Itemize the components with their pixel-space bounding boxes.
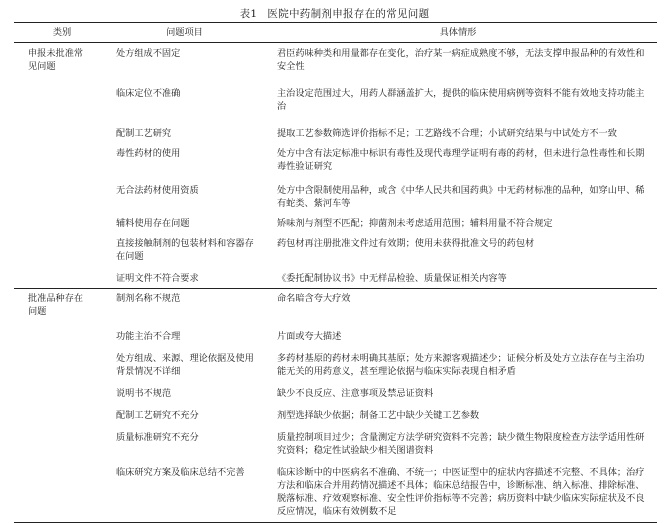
problem-item: 说明书不规范 [116, 388, 172, 399]
problem-detail-cell [259, 143, 657, 177]
table-row [14, 321, 657, 346]
problems-table [14, 22, 657, 523]
category-cell [14, 233, 110, 266]
header-detail: 具体情形 [259, 23, 657, 43]
category-cell [14, 43, 110, 78]
problem-detail-cell [259, 117, 657, 143]
problem-detail: 《委托配制协议书》中无样品检验、质量保证相关内容等 [277, 273, 507, 284]
table-row [14, 460, 657, 523]
problem-item-cell [110, 346, 259, 381]
header-category: 类别 [14, 23, 110, 43]
problem-item: 临床定位不准确 [116, 88, 181, 99]
problem-detail-cell [259, 43, 657, 78]
table-row [14, 143, 657, 177]
problem-detail-cell [259, 425, 657, 460]
category-cell [14, 425, 110, 460]
problem-detail: 提取工艺参数筛选评价指标不足；工艺路线不合理；小试研究结果与中试处方不一致 [277, 128, 617, 139]
table-row [14, 266, 657, 289]
table-row [14, 289, 657, 322]
header-row [14, 23, 657, 43]
category-label: 批准品种存在问题 [28, 293, 84, 317]
problem-detail: 君臣药味种类和用量都存在变化，治疗某一病症成熟度不够，无法支撑申报品种的有效性和安全性 [277, 48, 645, 72]
problem-item: 临床研究方案及临床总结不完善 [116, 467, 245, 478]
problem-item-cell [110, 143, 259, 177]
problem-item-cell [110, 213, 259, 233]
problem-item: 处方组成不固定 [116, 48, 181, 59]
problem-detail: 药包材再注册批准文件过有效期；使用未获得批准文号的药包材 [277, 238, 535, 249]
problem-detail-cell [259, 77, 657, 117]
problem-detail-cell [259, 266, 657, 289]
problem-detail-cell [259, 177, 657, 213]
problem-detail-cell [259, 213, 657, 233]
table-row [14, 43, 657, 78]
category-cell [14, 460, 110, 523]
table-header [14, 23, 657, 43]
category-cell [14, 117, 110, 143]
problem-item-cell [110, 177, 259, 213]
problem-item: 制剂名称不规范 [116, 293, 181, 304]
problem-item-cell [110, 289, 259, 322]
table-row [14, 346, 657, 381]
problem-detail: 主治设定范围过大，用药人群涵盖扩大，提供的临床使用病例等资料不能有效地支持功能主治 [277, 88, 645, 112]
header-item: 问题项目 [110, 23, 259, 43]
problem-item-cell [110, 460, 259, 523]
problem-detail: 命名暗含夸大疗效 [277, 293, 351, 304]
table-row [14, 381, 657, 403]
problem-detail-cell [259, 381, 657, 403]
problem-detail-cell [259, 403, 657, 425]
category-cell [14, 77, 110, 117]
table-row [14, 425, 657, 460]
problem-detail: 剂型选择缺少依据；制备工艺中缺少关键工艺参数 [277, 410, 480, 421]
table-body [14, 43, 657, 523]
problem-item: 功能主治不合理 [116, 331, 181, 342]
table-row [14, 117, 657, 143]
problem-detail: 质量控制项目过少；含量测定方法学研究资料不完善；缺少微生物限度检查方法学适用性研究资料；稳定性试验缺少相关图谱资料 [277, 432, 645, 456]
table-caption [0, 6, 669, 21]
category-label: 申报未批准常见问题 [28, 48, 84, 72]
problem-item: 毒性药材的使用 [116, 148, 181, 159]
table-number: 表1 [239, 8, 258, 20]
category-cell [14, 403, 110, 425]
table-row [14, 77, 657, 117]
problem-detail: 临床诊断中的中医病名不准确、不统一；中医证型中的症状内容描述不完整、不具体；治疗方法和临床合并用药情况描述不具体；临床总结报告中，诊断标准、纳入标准、排除标准、脱落标准、疗效观察标准、安全性评价指标等不完善；病历资料中缺少临床实际症状及不良反应情况，临床有效例数不足 [277, 467, 645, 517]
problem-detail: 缺少不良反应、注意事项及禁忌证资料 [277, 388, 434, 399]
category-cell [14, 381, 110, 403]
problem-item-cell [110, 77, 259, 117]
problem-item-cell [110, 233, 259, 266]
problem-item: 配制工艺研究不充分 [116, 410, 199, 421]
problem-detail-cell [259, 460, 657, 523]
problem-item-cell [110, 381, 259, 403]
problem-detail-cell [259, 321, 657, 346]
problem-detail: 矫味剂与剂型不匹配；抑菌剂未考虑适用范围；辅料用量不符合规定 [277, 218, 553, 229]
problem-item: 配制工艺研究 [116, 128, 172, 139]
problem-detail: 片面或夸大描述 [277, 331, 342, 342]
category-cell [14, 213, 110, 233]
table-title: 医院中药制剂申报存在的常见问题 [267, 8, 430, 20]
problem-item: 质量标准研究不充分 [116, 432, 199, 443]
category-cell [14, 143, 110, 177]
problem-detail: 处方中含限制使用品种，或含《中华人民共和国药典》中无药材标准的品种，如穿山甲、稀有蛇类、紫河车等 [277, 185, 645, 209]
problem-item-cell [110, 117, 259, 143]
problem-item: 处方组成、来源、理论依据及使用背景情况不详细 [116, 353, 254, 377]
category-cell [14, 177, 110, 213]
problem-item-cell [110, 43, 259, 78]
category-cell [14, 346, 110, 381]
category-cell [14, 266, 110, 289]
table-row [14, 233, 657, 266]
problem-item: 无合法药材使用资质 [116, 185, 199, 196]
problem-detail: 处方中含有法定标准中标识有毒性及现代毒理学证明有毒的药材，但未进行急性毒性和长期毒性验证研究 [277, 148, 645, 172]
problem-item-cell [110, 266, 259, 289]
problem-detail-cell [259, 346, 657, 381]
table-row [14, 177, 657, 213]
table-row [14, 213, 657, 233]
category-cell [14, 289, 110, 322]
problem-detail-cell [259, 289, 657, 322]
problem-item-cell [110, 425, 259, 460]
category-cell [14, 321, 110, 346]
table-row [14, 403, 657, 425]
problem-item-cell [110, 321, 259, 346]
problem-item: 证明文件不符合要求 [116, 273, 199, 284]
problem-item: 辅料使用存在问题 [116, 218, 190, 229]
problem-item-cell [110, 403, 259, 425]
problem-detail: 多药材基原的药材未明确其基原；处方来源客观描述少；证候分析及处方立法存在与主治功能无关的用药意义，甚至理论依据与临床实际表现自相矛盾 [277, 353, 645, 377]
problem-item: 直接接触制剂的包装材料和容器存在问题 [116, 238, 254, 262]
problem-detail-cell [259, 233, 657, 266]
